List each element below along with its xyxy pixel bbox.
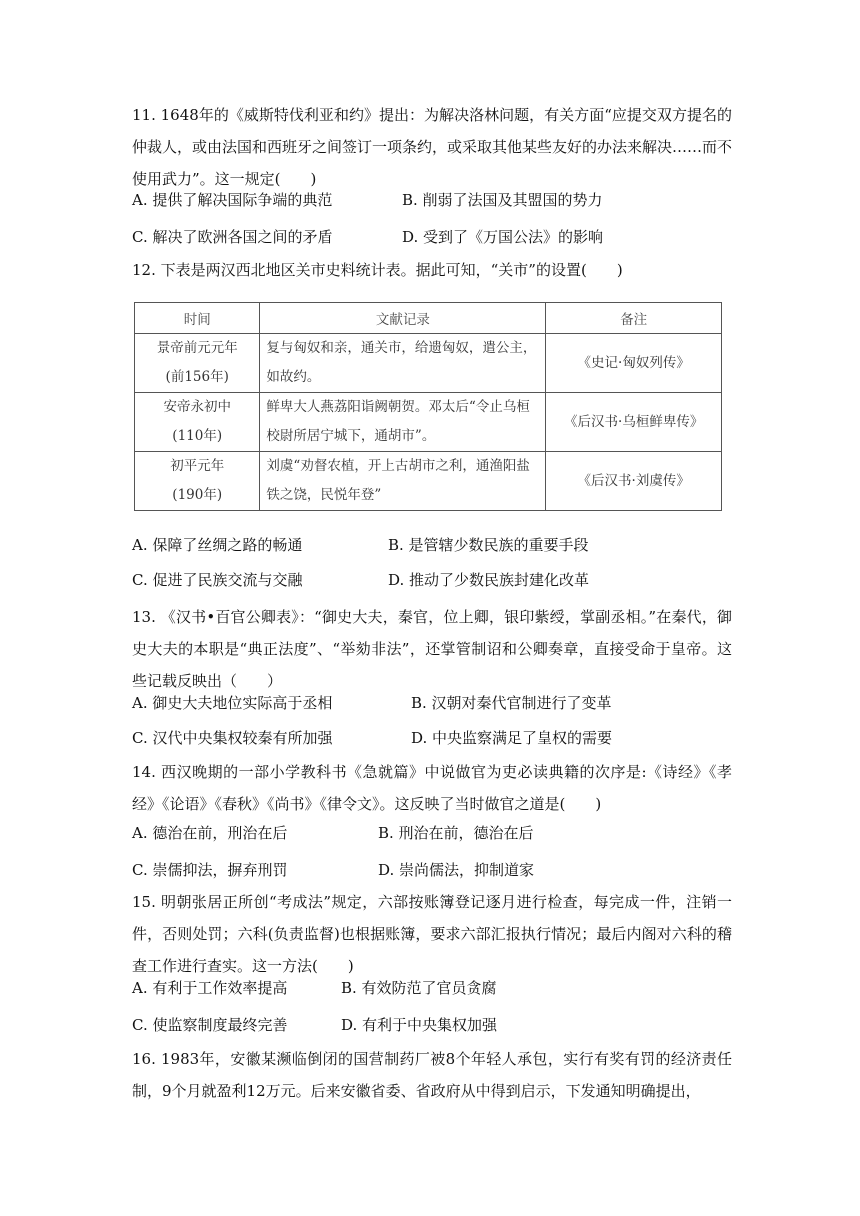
question-15-option-a[interactable]: A. 有利于工作效率提高 [132, 979, 288, 997]
question-14-option-d[interactable]: D. 崇尚儒法，抑制道家 [378, 861, 535, 879]
question-11-stem: 11. 1648年的《威斯特伐利亚和约》提出：为解决洛林问题，有关方面“应提交双方提名的仲裁人，或由法国和西班牙之间签订一项条约，或采取其他某些友好的办法来解决……而不使用武力”。这一规定( ) [132, 106, 733, 188]
question-13-option-a[interactable]: A. 御史大夫地位实际高于丞相 [132, 694, 333, 712]
question-12-option-b[interactable]: B. 是管辖少数民族的重要手段 [388, 536, 589, 554]
table-row [135, 334, 722, 393]
question-14-option-c[interactable]: C. 崇儒抑法，摒弃刑罚 [132, 861, 288, 879]
question-11-options-row-1 [132, 186, 732, 214]
question-15-option-c[interactable]: C. 使监察制度最终完善 [132, 1016, 288, 1034]
question-15-options-row-1 [132, 974, 732, 1002]
table-cell-record: 复与匈奴和亲，通关市，给遗匈奴，遣公主，如故约。 [260, 334, 546, 393]
question-11-options-row-2 [132, 223, 732, 251]
question-14-option-a[interactable]: A. 德治在前，刑治在后 [132, 824, 288, 842]
question-11-option-d[interactable]: D. 受到了《万国公法》的影响 [402, 228, 604, 246]
question-12-option-d[interactable]: D. 推动了少数民族封建化改革 [388, 571, 590, 589]
question-13-option-d[interactable]: D. 中央监察满足了皇权的需要 [411, 729, 613, 747]
table-cell-record: 鲜卑大人燕荔阳诣阙朝贺。邓太后“令止乌桓校尉所居宁城下，通胡市”。 [260, 393, 546, 452]
question-12-options-row-1 [132, 531, 732, 559]
table-header-record: 文献记录 [260, 303, 546, 334]
question-11-option-a[interactable]: A. 提供了解决国际争端的典范 [132, 191, 333, 209]
question-12-options-row-2 [132, 566, 732, 594]
question-11-option-c[interactable]: C. 解决了欧洲各国之间的矛盾 [132, 228, 333, 246]
table-cell-time: 初平元年 (190年) [135, 452, 260, 511]
question-14-stem: 14. 西汉晚期的一部小学教科书《急就篇》中说做官为吏必读典籍的次序是:《诗经》《孝经》《论语》《春秋》《尚书》《律令文》。这反映了当时做官之道是( ) [132, 763, 732, 813]
table-header-time: 时间 [135, 303, 260, 334]
table-cell-time: 安帝永初中 (110年) [135, 393, 260, 452]
table-cell-time: 景帝前元元年 (前156年) [135, 334, 260, 393]
question-13-options-row-2 [132, 724, 732, 752]
table-cell-record: 刘虞“劝督农植，开上古胡市之利，通渔阳盐铁之饶，民悦年登” [260, 452, 546, 511]
question-14-options-row-1 [132, 819, 732, 847]
table-row [135, 393, 722, 452]
question-15-options-row-2 [132, 1011, 732, 1039]
question-12-table [134, 302, 722, 511]
question-12-option-a[interactable]: A. 保障了丝绸之路的畅通 [132, 536, 303, 554]
question-11-option-b[interactable]: B. 削弱了法国及其盟国的势力 [402, 191, 603, 209]
table-row [135, 452, 722, 511]
table-header-row [135, 303, 722, 334]
question-13-option-b[interactable]: B. 汉朝对秦代官制进行了变革 [411, 694, 612, 712]
question-15-option-b[interactable]: B. 有效防范了官员贪腐 [341, 979, 497, 997]
question-14-options-row-2 [132, 856, 732, 884]
question-16-stem: 16. 1983年，安徽某濒临倒闭的国营制药厂被8个年轻人承包，实行有奖有罚的经济责任制，9个月就盈利12万元。后来安徽省委、省政府从中得到启示，下发通知明确提出， [132, 1050, 732, 1100]
table-cell-note: 《史记·匈奴列传》 [546, 334, 722, 393]
question-13-option-c[interactable]: C. 汉代中央集权较秦有所加强 [132, 729, 333, 747]
question-15-option-d[interactable]: D. 有利于中央集权加强 [341, 1016, 498, 1034]
question-14-option-b[interactable]: B. 刑治在前，德治在后 [378, 824, 534, 842]
question-15-stem: 15. 明朝张居正所创“考成法”规定，六部按账簿登记逐月进行检查，每完成一件，注销一件，否则处罚；六科(负责监督)也根据账簿，要求六部汇报执行情况；最后内阁对六科的稽查工作进行查实。这一方法( ) [132, 893, 732, 975]
question-13-stem: 13. 《汉书•百官公卿表》：“御史大夫，秦官，位上卿，银印紫绶，掌副丞相。”在秦代，御史大夫的本职是“典正法度”、“举劾非法”，还掌管制诏和公卿奏章，直接受命于皇帝。这些记载反映出（ ） [132, 608, 732, 690]
question-12-stem: 12. 下表是两汉西北地区关市史料统计表。据此可知，“关市”的设置( ) [132, 261, 623, 279]
table-header-note: 备注 [546, 303, 722, 334]
table-cell-note: 《后汉书·刘虞传》 [546, 452, 722, 511]
question-12-option-c[interactable]: C. 促进了民族交流与交融 [132, 571, 303, 589]
question-13-options-row-1 [132, 689, 732, 717]
table-cell-note: 《后汉书·乌桓鲜卑传》 [546, 393, 722, 452]
